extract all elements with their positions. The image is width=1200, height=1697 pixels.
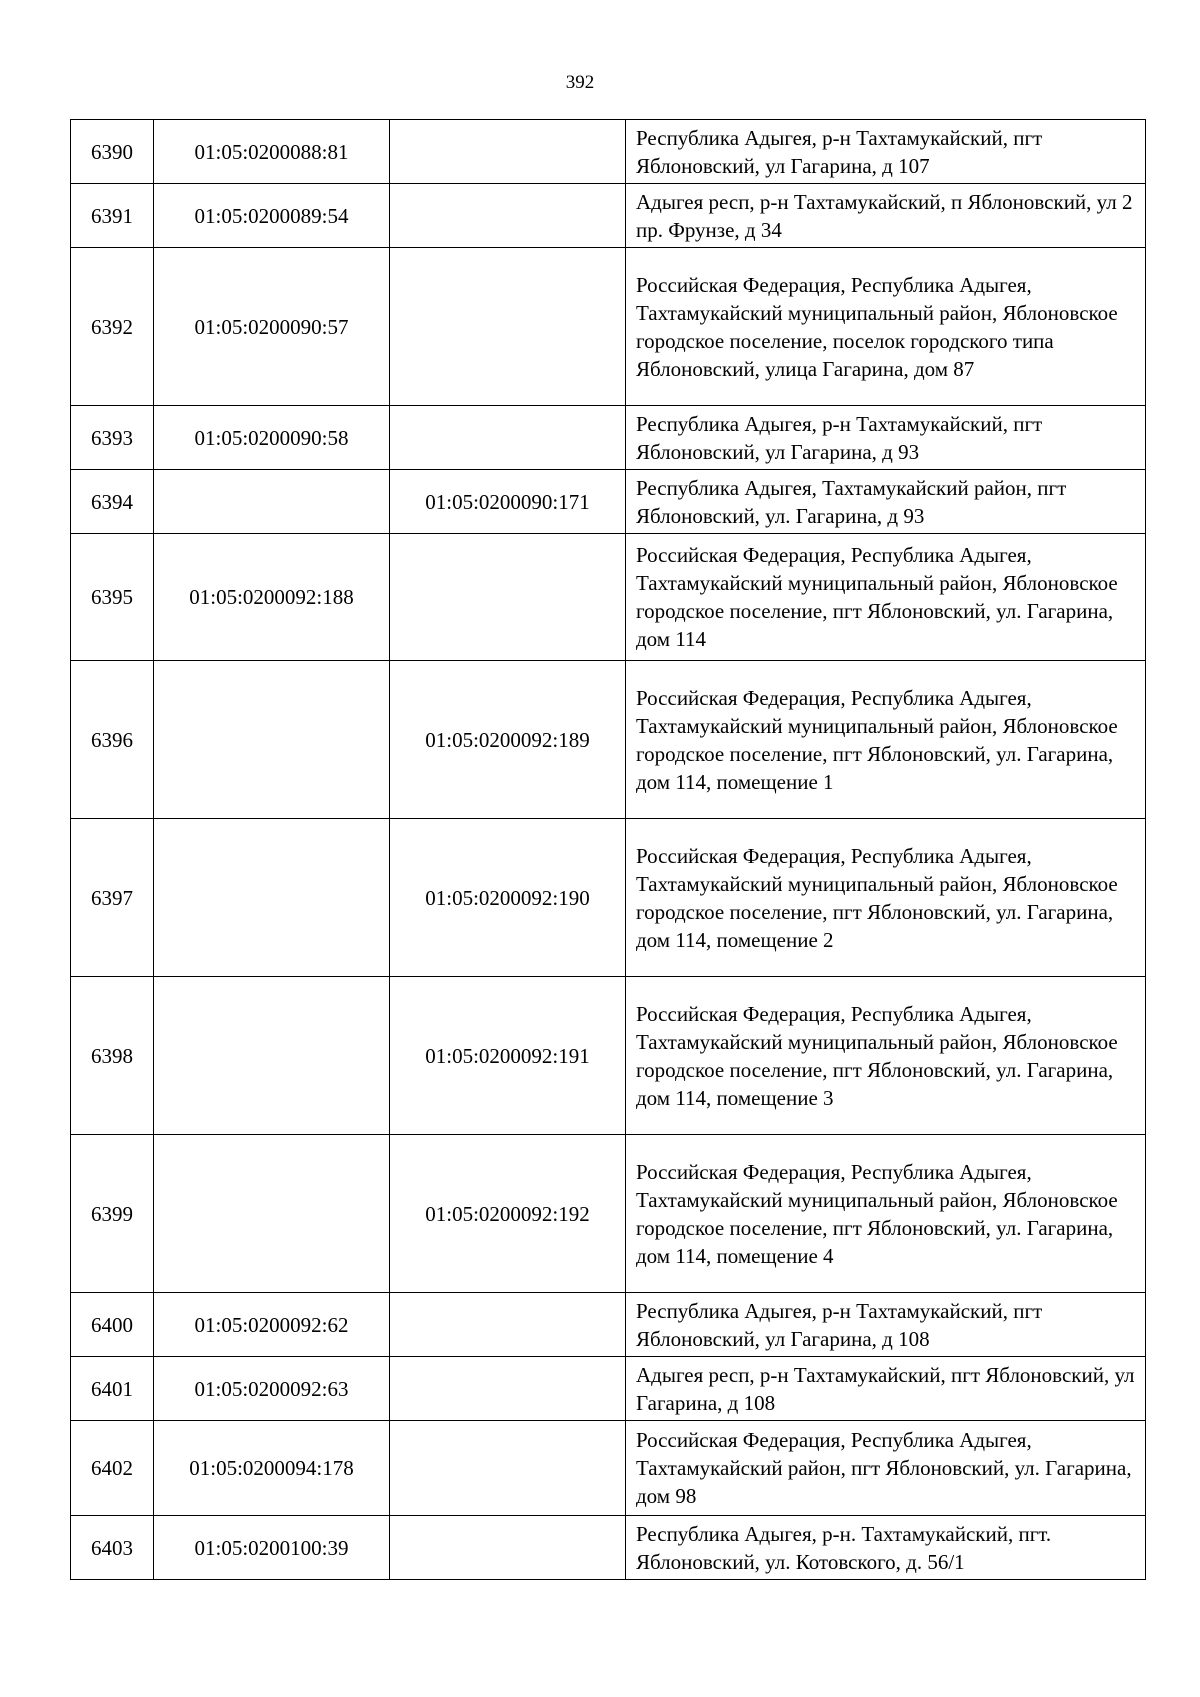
land-cadastral-number: 01:05:0200089:54 — [154, 184, 390, 248]
row-number: 6401 — [71, 1357, 154, 1421]
building-cadastral-number — [390, 120, 626, 184]
table-row — [71, 977, 1146, 1135]
row-number: 6403 — [71, 1516, 154, 1580]
address: Российская Федерация, Республика Адыгея, Тахтамукайский муниципальный район, Яблоновское городское поселение, пгт Яблоновский, ул. Гагарина, дом 114, помещение 1 — [626, 661, 1146, 819]
table-row — [71, 470, 1146, 534]
address: Российская Федерация, Республика Адыгея, Тахтамукайский муниципальный район, Яблоновское городское поселение, пгт Яблоновский, ул. Гагарина, дом 114 — [626, 534, 1146, 661]
address: Республика Адыгея, р-н Тахтамукайский, пгт Яблоновский, ул Гагарина, д 108 — [626, 1293, 1146, 1357]
row-number: 6399 — [71, 1135, 154, 1293]
row-number: 6397 — [71, 819, 154, 977]
row-number: 6395 — [71, 534, 154, 661]
row-number: 6390 — [71, 120, 154, 184]
land-cadastral-number: 01:05:0200094:178 — [154, 1421, 390, 1516]
land-cadastral-number: 01:05:0200090:57 — [154, 248, 390, 406]
table-row — [71, 661, 1146, 819]
land-cadastral-number: 01:05:0200090:58 — [154, 406, 390, 470]
building-cadastral-number — [390, 1421, 626, 1516]
building-cadastral-number — [390, 184, 626, 248]
row-number: 6398 — [71, 977, 154, 1135]
land-cadastral-number: 01:05:0200092:63 — [154, 1357, 390, 1421]
table-row — [71, 1357, 1146, 1421]
table-row — [71, 534, 1146, 661]
land-cadastral-number: 01:05:0200100:39 — [154, 1516, 390, 1580]
building-cadastral-number — [390, 1357, 626, 1421]
building-cadastral-number: 01:05:0200092:189 — [390, 661, 626, 819]
address: Республика Адыгея, р-н Тахтамукайский, пгт Яблоновский, ул Гагарина, д 93 — [626, 406, 1146, 470]
building-cadastral-number: 01:05:0200092:190 — [390, 819, 626, 977]
land-cadastral-number — [154, 1135, 390, 1293]
table-row — [71, 1421, 1146, 1516]
row-number: 6392 — [71, 248, 154, 406]
building-cadastral-number: 01:05:0200092:192 — [390, 1135, 626, 1293]
land-cadastral-number — [154, 977, 390, 1135]
address: Российская Федерация, Республика Адыгея, Тахтамукайский муниципальный район, Яблоновское городское поселение, пгт Яблоновский, ул. Гагарина, дом 114, помещение 2 — [626, 819, 1146, 977]
land-cadastral-number: 01:05:0200088:81 — [154, 120, 390, 184]
address: Российская Федерация, Республика Адыгея, Тахтамукайский муниципальный район, Яблоновское городское поселение, пгт Яблоновский, ул. Гагарина, дом 114, помещение 4 — [626, 1135, 1146, 1293]
row-number: 6394 — [71, 470, 154, 534]
address: Республика Адыгея, р-н. Тахтамукайский, пгт. Яблоновский, ул. Котовского, д. 56/1 — [626, 1516, 1146, 1580]
building-cadastral-number: 01:05:0200090:171 — [390, 470, 626, 534]
row-number: 6391 — [71, 184, 154, 248]
building-cadastral-number: 01:05:0200092:191 — [390, 977, 626, 1135]
land-cadastral-number — [154, 819, 390, 977]
building-cadastral-number — [390, 534, 626, 661]
address: Российская Федерация, Республика Адыгея, Тахтамукайский муниципальный район, Яблоновское городское поселение, пгт Яблоновский, ул. Гагарина, дом 114, помещение 3 — [626, 977, 1146, 1135]
land-cadastral-number: 01:05:0200092:62 — [154, 1293, 390, 1357]
table-row — [71, 819, 1146, 977]
row-number: 6402 — [71, 1421, 154, 1516]
table-row — [71, 1293, 1146, 1357]
building-cadastral-number — [390, 1293, 626, 1357]
address: Российская Федерация, Республика Адыгея, Тахтамукайский муниципальный район, Яблоновское городское поселение, поселок городского типа Яблоновский, улица Гагарина, дом 87 — [626, 248, 1146, 406]
row-number: 6393 — [71, 406, 154, 470]
address: Адыгея респ, р-н Тахтамукайский, пгт Яблоновский, ул Гагарина, д 108 — [626, 1357, 1146, 1421]
table-row — [71, 248, 1146, 406]
land-cadastral-number — [154, 470, 390, 534]
page-number: 392 — [565, 72, 595, 93]
building-cadastral-number — [390, 406, 626, 470]
table-row — [71, 120, 1146, 184]
table-row — [71, 406, 1146, 470]
building-cadastral-number — [390, 248, 626, 406]
table-row — [71, 1516, 1146, 1580]
address: Республика Адыгея, р-н Тахтамукайский, пгт Яблоновский, ул Гагарина, д 107 — [626, 120, 1146, 184]
land-cadastral-number — [154, 661, 390, 819]
registry-table — [70, 119, 1146, 1580]
building-cadastral-number — [390, 1516, 626, 1580]
land-cadastral-number: 01:05:0200092:188 — [154, 534, 390, 661]
table-row — [71, 184, 1146, 248]
address: Республика Адыгея, Тахтамукайский район, пгт Яблоновский, ул. Гагарина, д 93 — [626, 470, 1146, 534]
row-number: 6400 — [71, 1293, 154, 1357]
address: Адыгея респ, р-н Тахтамукайский, п Яблоновский, ул 2 пр. Фрунзе, д 34 — [626, 184, 1146, 248]
address: Российская Федерация, Республика Адыгея, Тахтамукайский район, пгт Яблоновский, ул. Гагарина, дом 98 — [626, 1421, 1146, 1516]
table-row — [71, 1135, 1146, 1293]
row-number: 6396 — [71, 661, 154, 819]
